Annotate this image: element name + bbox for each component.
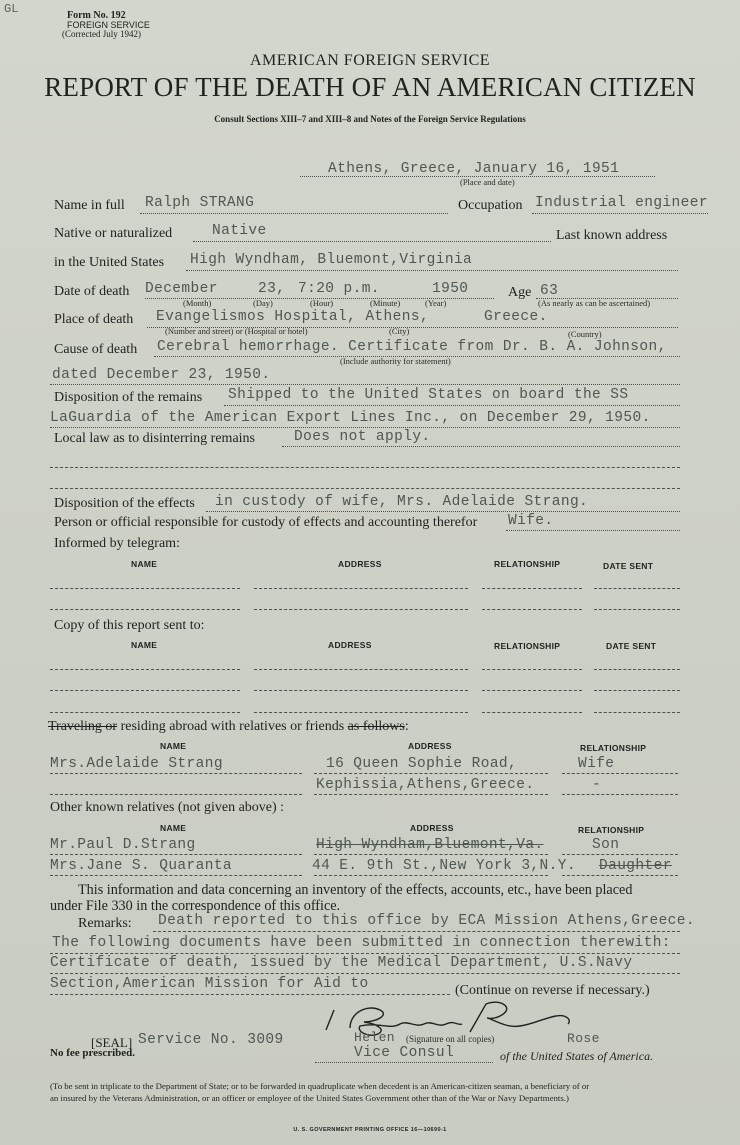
abroad-col-relationship: RELATIONSHIP [580,743,647,753]
effects-value: in custody of wife, Mrs. Adelaide Strang. [215,494,589,510]
form-service: FOREIGN SERVICE [67,20,150,30]
telegram-label: Informed by telegram: [54,536,180,551]
remarks-continue: (Continue on reverse if necessary.) [455,983,650,998]
inventory-line2: under File 330 in the correspondence of this office. [50,898,341,914]
footer-line1: (To be sent in triplicate to the Department of State; or to be forwarded in quadruplicate when decedent is an American-citizen seaman, a beneficiary of or [50,1081,590,1091]
abroad-relationship-2: - [592,777,602,793]
abroad-col-name: NAME [160,741,187,751]
abroad-col-address: ADDRESS [408,741,452,751]
remains-label: Disposition of the remains [54,390,203,405]
caption-country: (Country) [568,329,602,339]
residing-abroad-label [48,719,409,735]
of-united-states: of the United States of America. [500,1049,654,1063]
signer-last: Rose [567,1031,600,1046]
telegram-col-name: NAME [131,559,158,569]
cause-caption: (Include authority for statement) [340,356,451,366]
cause-line2: dated December 23, 1950. [52,367,271,383]
copy-col-address: ADDRESS [328,640,372,650]
copy-col-date: DATE SENT [606,641,657,651]
relative-2-name: Mrs.Jane S. Quaranta [50,858,233,874]
telegram-col-address: ADDRESS [338,559,382,569]
place-date-value: Athens, Greece, January 16, 1951 [328,161,620,177]
age-label: Age [508,285,532,300]
age-caption: (As nearly as can be ascertained) [538,298,651,308]
death-month: December [145,281,218,297]
abroad-address-1: 16 Queen Sophie Road, [326,756,518,772]
caption-year: (Year) [425,298,447,308]
abroad-relationship: Wife [578,756,615,772]
form-corrected: (Corrected July 1942) [62,29,141,39]
cause-value: Cerebral hemorrhage. Certificate from Dr. B. A. Johnson, [157,339,667,355]
us-address-value: High Wyndham, Bluemont,Virginia [190,252,473,268]
death-day: 23, [258,281,286,297]
caption-day: (Day) [253,298,273,308]
signer-title: Vice Consul [354,1045,455,1061]
last-address-label: Last known address [556,228,668,243]
document-title: REPORT OF THE DEATH OF AN AMERICAN CITIZEN [44,72,696,102]
local-law-value: Does not apply. [294,429,431,445]
inventory-line1: This information and data concerning an inventory of the effects, accounts, etc., have been placed [78,882,633,898]
place-of-death-label: Place of death [54,312,134,327]
remarks-label: Remarks: [78,916,132,931]
remarks-line4: Section,American Mission for Aid to [50,976,369,992]
remains-line1: Shipped to the United States on board the SS [228,387,629,403]
corner-mark: GL [4,2,19,16]
remains-line2: LaGuardia of the American Export Lines Inc., on December 29, 1950. [50,410,651,426]
name-label: Name in full [54,198,125,213]
occupation-value: Industrial engineer [535,195,708,211]
custody-value: Wife. [508,513,554,529]
remarks-line1: Death reported to this office by ECA Mission Athens,Greece. [158,913,695,929]
place-of-death-country: Greece. [484,309,548,325]
copy-col-relationship: RELATIONSHIP [494,641,561,651]
caption-minute: (Minute) [370,298,401,308]
signature-caption: (Signature on all copies) [406,1034,495,1044]
date-of-death-label: Date of death [54,284,130,299]
copy-sent-label: Copy of this report sent to: [54,618,205,633]
cause-label: Cause of death [54,342,138,357]
death-year: 1950 [432,281,469,297]
remarks-line3: Certificate of death, issued by the Medical Department, U.S.Navy [50,955,633,971]
native-label: Native or naturalized [54,226,173,241]
abroad-name: Mrs.Adelaide Strang [50,756,223,772]
relative-2-address: 44 E. 9th St.,New York 3,N.Y. [312,858,576,874]
relative-1-address: High Wyndham,Bluemont,Va. [316,837,544,853]
relatives-col-address: ADDRESS [410,823,454,833]
relative-1-name: Mr.Paul D.Strang [50,837,196,853]
telegram-col-date: DATE SENT [603,561,654,571]
caption-street: (Number and street) or (Hospital or hotel) [165,326,308,336]
seal-label: [SEAL] [91,1035,133,1050]
relatives-col-name: NAME [160,823,187,833]
agency-header: AMERICAN FOREIGN SERVICE [249,52,491,69]
form-number: Form No. 192 [67,10,126,21]
document-subtitle: Consult Sections XIII–7 and XIII–8 and Notes of the Foreign Service Regulations [214,114,526,124]
age-value: 63 [540,283,559,299]
footer-line2: an insured by the Veterans Administration, or an officer or employee of the United States Government other than of the War or Navy Departments.) [50,1093,569,1103]
place-date-caption: (Place and date) [460,177,515,187]
relatives-col-relationship: RELATIONSHIP [578,825,645,835]
struck-traveling: Traveling or [48,719,118,734]
us-address-label: in the United States [54,255,165,270]
caption-month: (Month) [183,298,212,308]
caption-city: (City) [389,326,410,336]
occupation-label: Occupation [458,198,523,213]
caption-hour: (Hour) [310,298,334,308]
residing-r: r [120,719,126,734]
effects-label: Disposition of the effects [54,496,195,511]
relatives-label: Other known relatives (not given above) : [50,800,285,815]
printer-line: U. S. GOVERNMENT PRINTING OFFICE 16—10690-1 [293,1127,447,1133]
signer-first: Helen [354,1030,396,1045]
abroad-address-2: Kephissia,Athens,Greece. [316,777,535,793]
local-law-label: Local law as to disinterring remains [54,431,255,446]
native-value: Native [212,223,267,239]
name-value: Ralph STRANG [145,195,255,211]
residing-colon: : [404,719,409,734]
service-number: Service No. 3009 [138,1032,284,1048]
place-of-death-value: Evangelismos Hospital, Athens, [156,309,430,325]
residing-text: esiding abroad with relatives or friends [125,719,345,734]
death-time: 7:20 p.m. [298,281,380,297]
relative-1-relationship: Son [592,837,620,853]
struck-as-follows: as follows [347,719,405,734]
remarks-line2: The following documents have been submitted in connection therewith: [52,935,671,951]
copy-col-name: NAME [131,640,158,650]
relative-2-relationship: Daughter [599,858,672,874]
no-fee-label: No fee prescribed. [50,1047,136,1059]
telegram-col-relationship: RELATIONSHIP [494,559,561,569]
custody-label: Person or official responsible for custody of effects and accounting therefor [54,515,478,530]
